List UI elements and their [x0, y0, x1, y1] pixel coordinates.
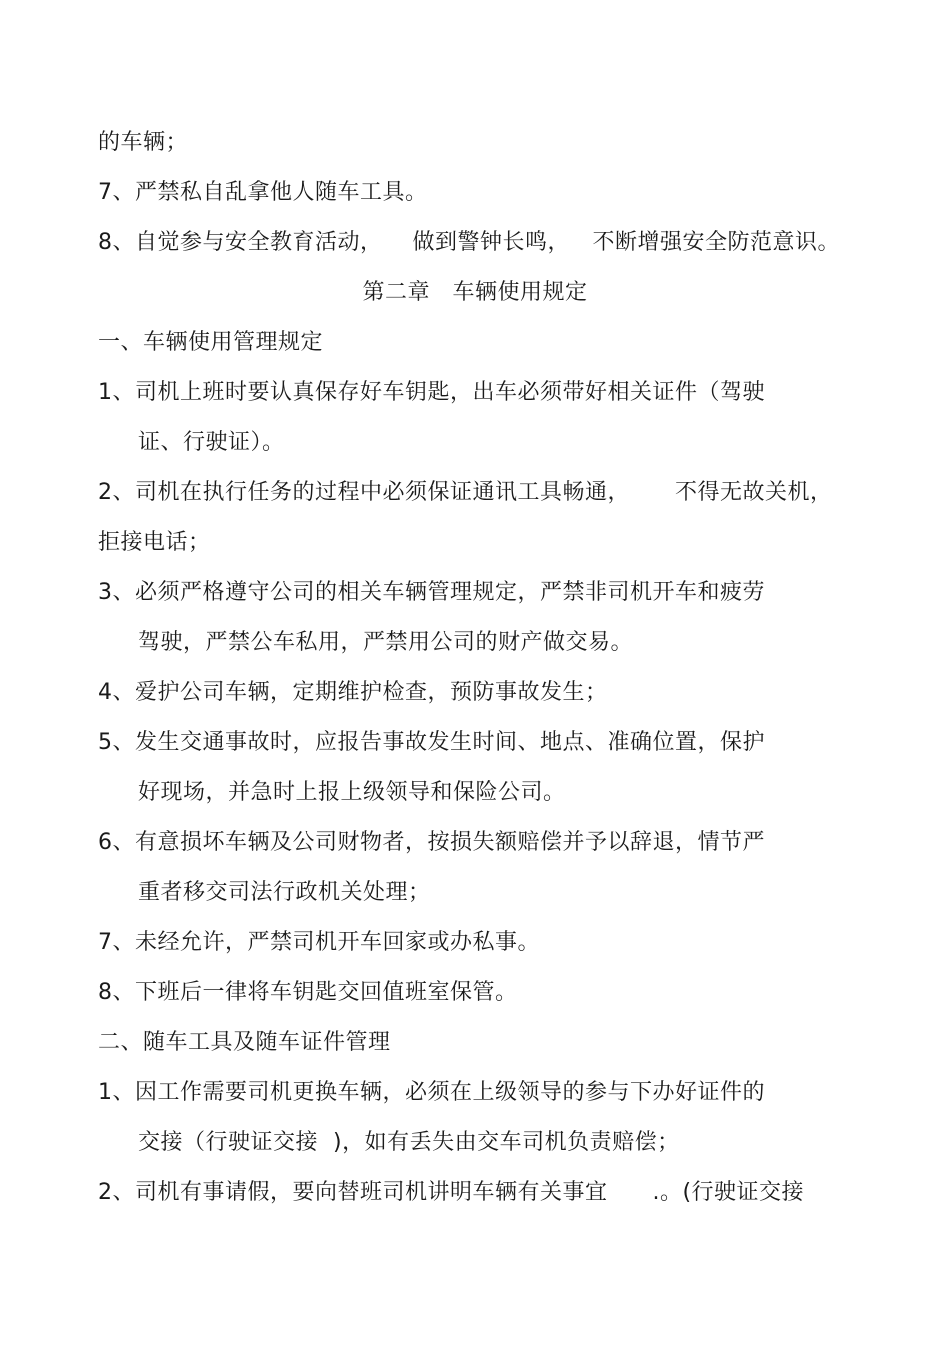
text-line: 8、自觉参与安全教育活动， 做到警钟长鸣， 不断增强安全防范意识。 [98, 230, 840, 255]
text-line: 2、司机在执行任务的过程中必须保证通讯工具畅通， 不得无故关机， [98, 480, 833, 505]
text-line: 3、必须严格遵守公司的相关车辆管理规定，严禁非司机开车和疲劳 [98, 580, 765, 605]
text-line: 8、下班后一律将车钥匙交回值班室保管。 [98, 980, 518, 1005]
text-line: 1、司机上班时要认真保存好车钥匙，出车必须带好相关证件（驾驶 [98, 380, 765, 405]
text-line: 重者移交司法行政机关处理； [138, 880, 431, 905]
text-line: 1、因工作需要司机更换车辆，必须在上级领导的参与下办好证件的 [98, 1080, 765, 1105]
text-line: 好现场，并急时上报上级领导和保险公司。 [138, 780, 566, 805]
section-heading: 二、随车工具及随车证件管理 [98, 1030, 391, 1055]
text-line: 证、行驶证）。 [138, 430, 285, 455]
text-line: 5、发生交通事故时，应报告事故发生时间、地点、准确位置，保护 [98, 730, 765, 755]
text-line: 7、严禁私自乱拿他人随车工具。 [98, 180, 428, 205]
text-line: 7、未经允许，严禁司机开车回家或办私事。 [98, 930, 540, 955]
text-line: 的车辆； [98, 130, 189, 155]
text-line: 拒接电话； [98, 530, 211, 555]
text-line: 驾驶，严禁公车私用，严禁用公司的财产做交易。 [138, 630, 634, 655]
text-line: 6、有意损坏车辆及公司财物者，按损失额赔偿并予以辞退，情节严 [98, 830, 765, 855]
text-line: 2、司机有事请假，要向替班司机讲明车辆有关事宜 .。(行驶证交接 [98, 1180, 805, 1205]
text-line: 4、爱护公司车辆，定期维护检查，预防事故发生； [98, 680, 608, 705]
text-line: 交接（行驶证交接 )，如有丢失由交车司机负责赔偿； [138, 1130, 680, 1155]
section-heading: 一、车辆使用管理规定 [98, 330, 324, 355]
chapter-heading: 第二章 车辆使用规定 [362, 280, 588, 305]
